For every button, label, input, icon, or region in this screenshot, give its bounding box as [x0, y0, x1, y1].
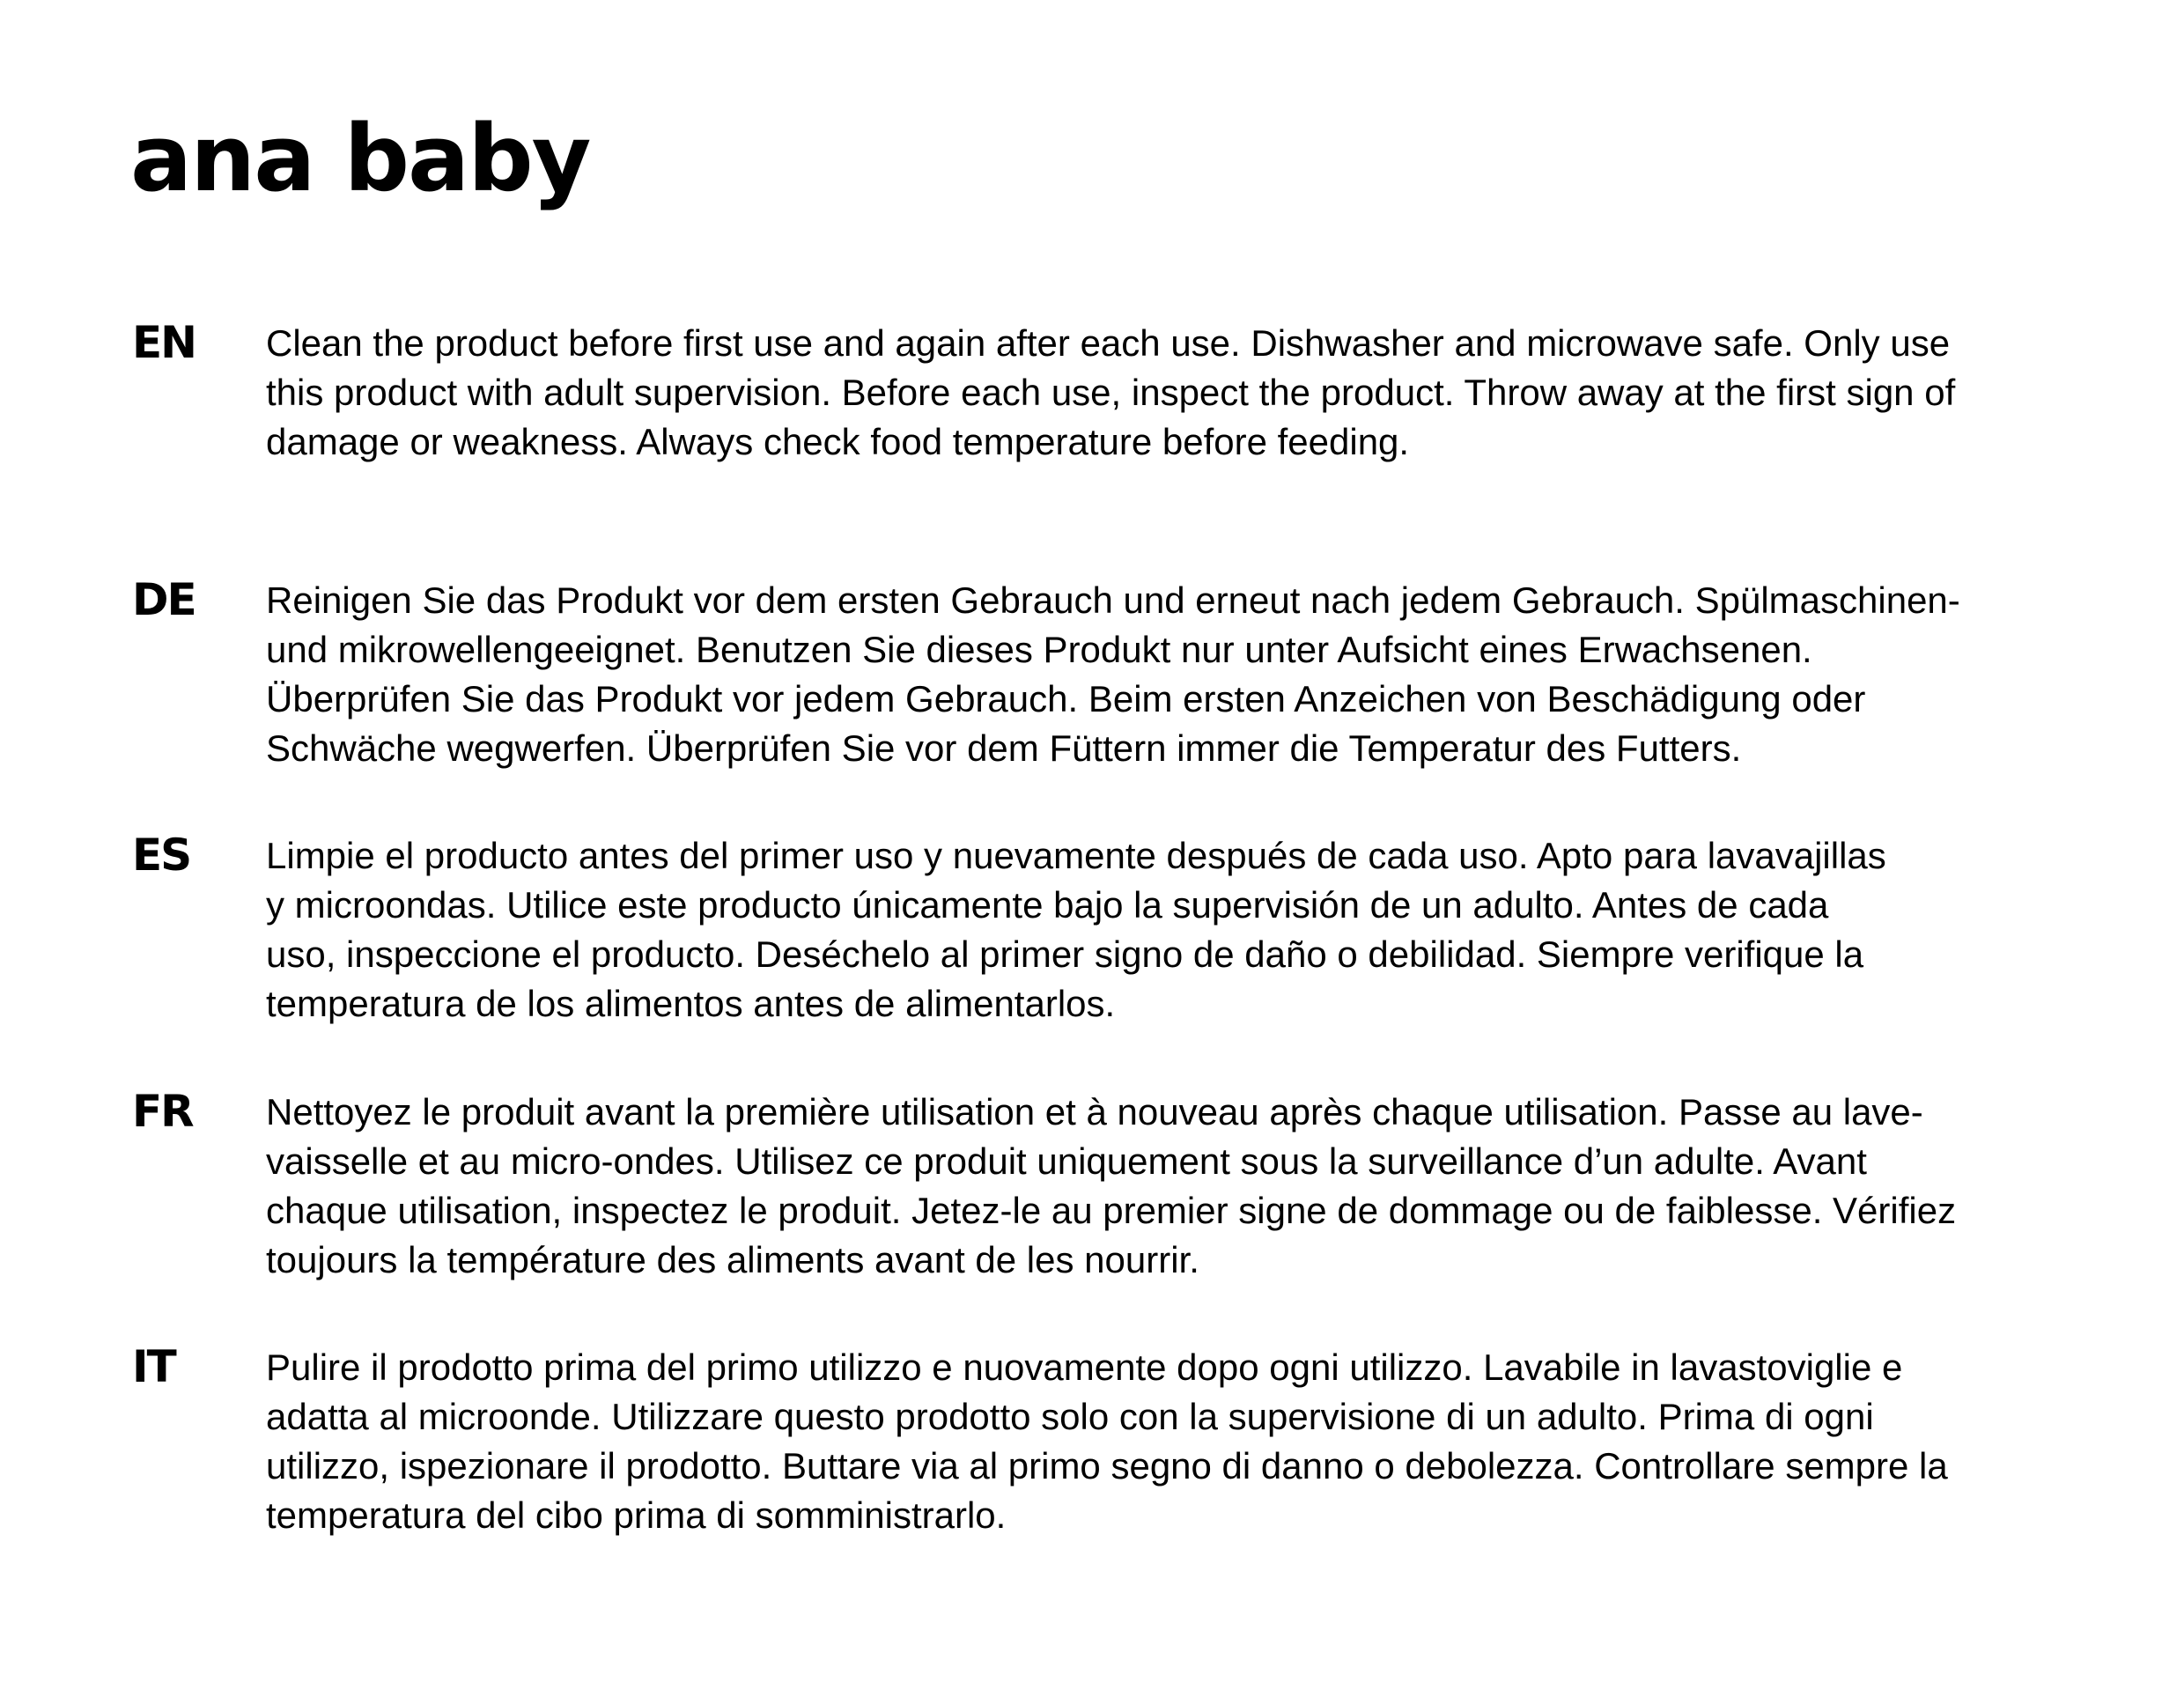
- text-line: temperatura del cibo prima di somministrarlo.: [266, 1494, 1007, 1536]
- text-line: temperatura de los alimentos antes de alimentarlos.: [266, 983, 1116, 1024]
- text-line: uso, inspeccione el producto. Deséchelo al primer signo de daño o debilidad. Siempre verifique la: [266, 933, 1864, 975]
- text-line: vaisselle et au micro-ondes. Utilisez ce produit uniquement sous la surveillance d’un adulte. Avant: [266, 1140, 1867, 1182]
- language-code: IT: [132, 1341, 175, 1392]
- text-line: Überprüfen Sie das Produkt vor jedem Gebrauch. Beim ersten Anzeichen von Beschädigung oder: [266, 678, 1866, 719]
- text-line: y microondas. Utilice este producto únicamente bajo la supervisión de un adulto. Antes de cada: [266, 884, 1829, 926]
- text-line: this product with adult supervision. Before each use, inspect the product. Throw away at the first sign of: [266, 372, 1956, 413]
- text-line: chaque utilisation, inspectez le produit. Jetez-le au premier signe de dommage ou de faiblesse. Vérifiez: [266, 1190, 1957, 1231]
- instructions-text: [266, 1343, 2168, 1540]
- text-line: damage or weakness. Always check food temperature before feeding.: [266, 421, 1410, 462]
- instructions-text: [266, 576, 2168, 773]
- text-line: Reinigen Sie das Produkt vor dem ersten Gebrauch und erneut nach jedem Gebrauch. Spülmaschinen-: [266, 579, 1960, 621]
- text-line: adatta al microonde. Utilizzare questo prodotto solo con la supervisione di un adulto. Prima di ogni: [266, 1396, 1874, 1437]
- instructions-text: [266, 1088, 2168, 1285]
- language-code: EN: [132, 317, 196, 368]
- instructions-text: [266, 319, 2168, 467]
- instructions-text: [266, 831, 2168, 1029]
- brand-logo: ana baby: [130, 105, 590, 212]
- language-code: DE: [132, 574, 196, 625]
- text-line: Schwäche wegwerfen. Überprüfen Sie vor dem Füttern immer die Temperatur des Futters.: [266, 727, 1742, 769]
- text-line: Clean the product before first use and again after each use. Dishwasher and microwave safe. Only use: [266, 322, 1951, 364]
- language-code: ES: [132, 830, 191, 881]
- text-line: utilizzo, ispezionare il prodotto. Buttare via al primo segno di danno o debolezza. Controllare sempre la: [266, 1445, 1948, 1487]
- language-code: FR: [132, 1086, 193, 1137]
- text-line: Nettoyez le produit avant la première utilisation et à nouveau après chaque utilisation. Passe au lave-: [266, 1091, 1923, 1132]
- text-line: und mikrowellengeeignet. Benutzen Sie dieses Produkt nur unter Aufsicht eines Erwachsenen.: [266, 629, 1812, 670]
- text-line: Limpie el producto antes del primer uso y nuevamente después de cada uso. Apto para lavavajillas: [266, 835, 1886, 876]
- text-line: toujours la température des aliments avant de les nourrir.: [266, 1239, 1199, 1280]
- text-line: Pulire il prodotto prima del primo utilizzo e nuovamente dopo ogni utilizzo. Lavabile in lavastoviglie e: [266, 1346, 1903, 1388]
